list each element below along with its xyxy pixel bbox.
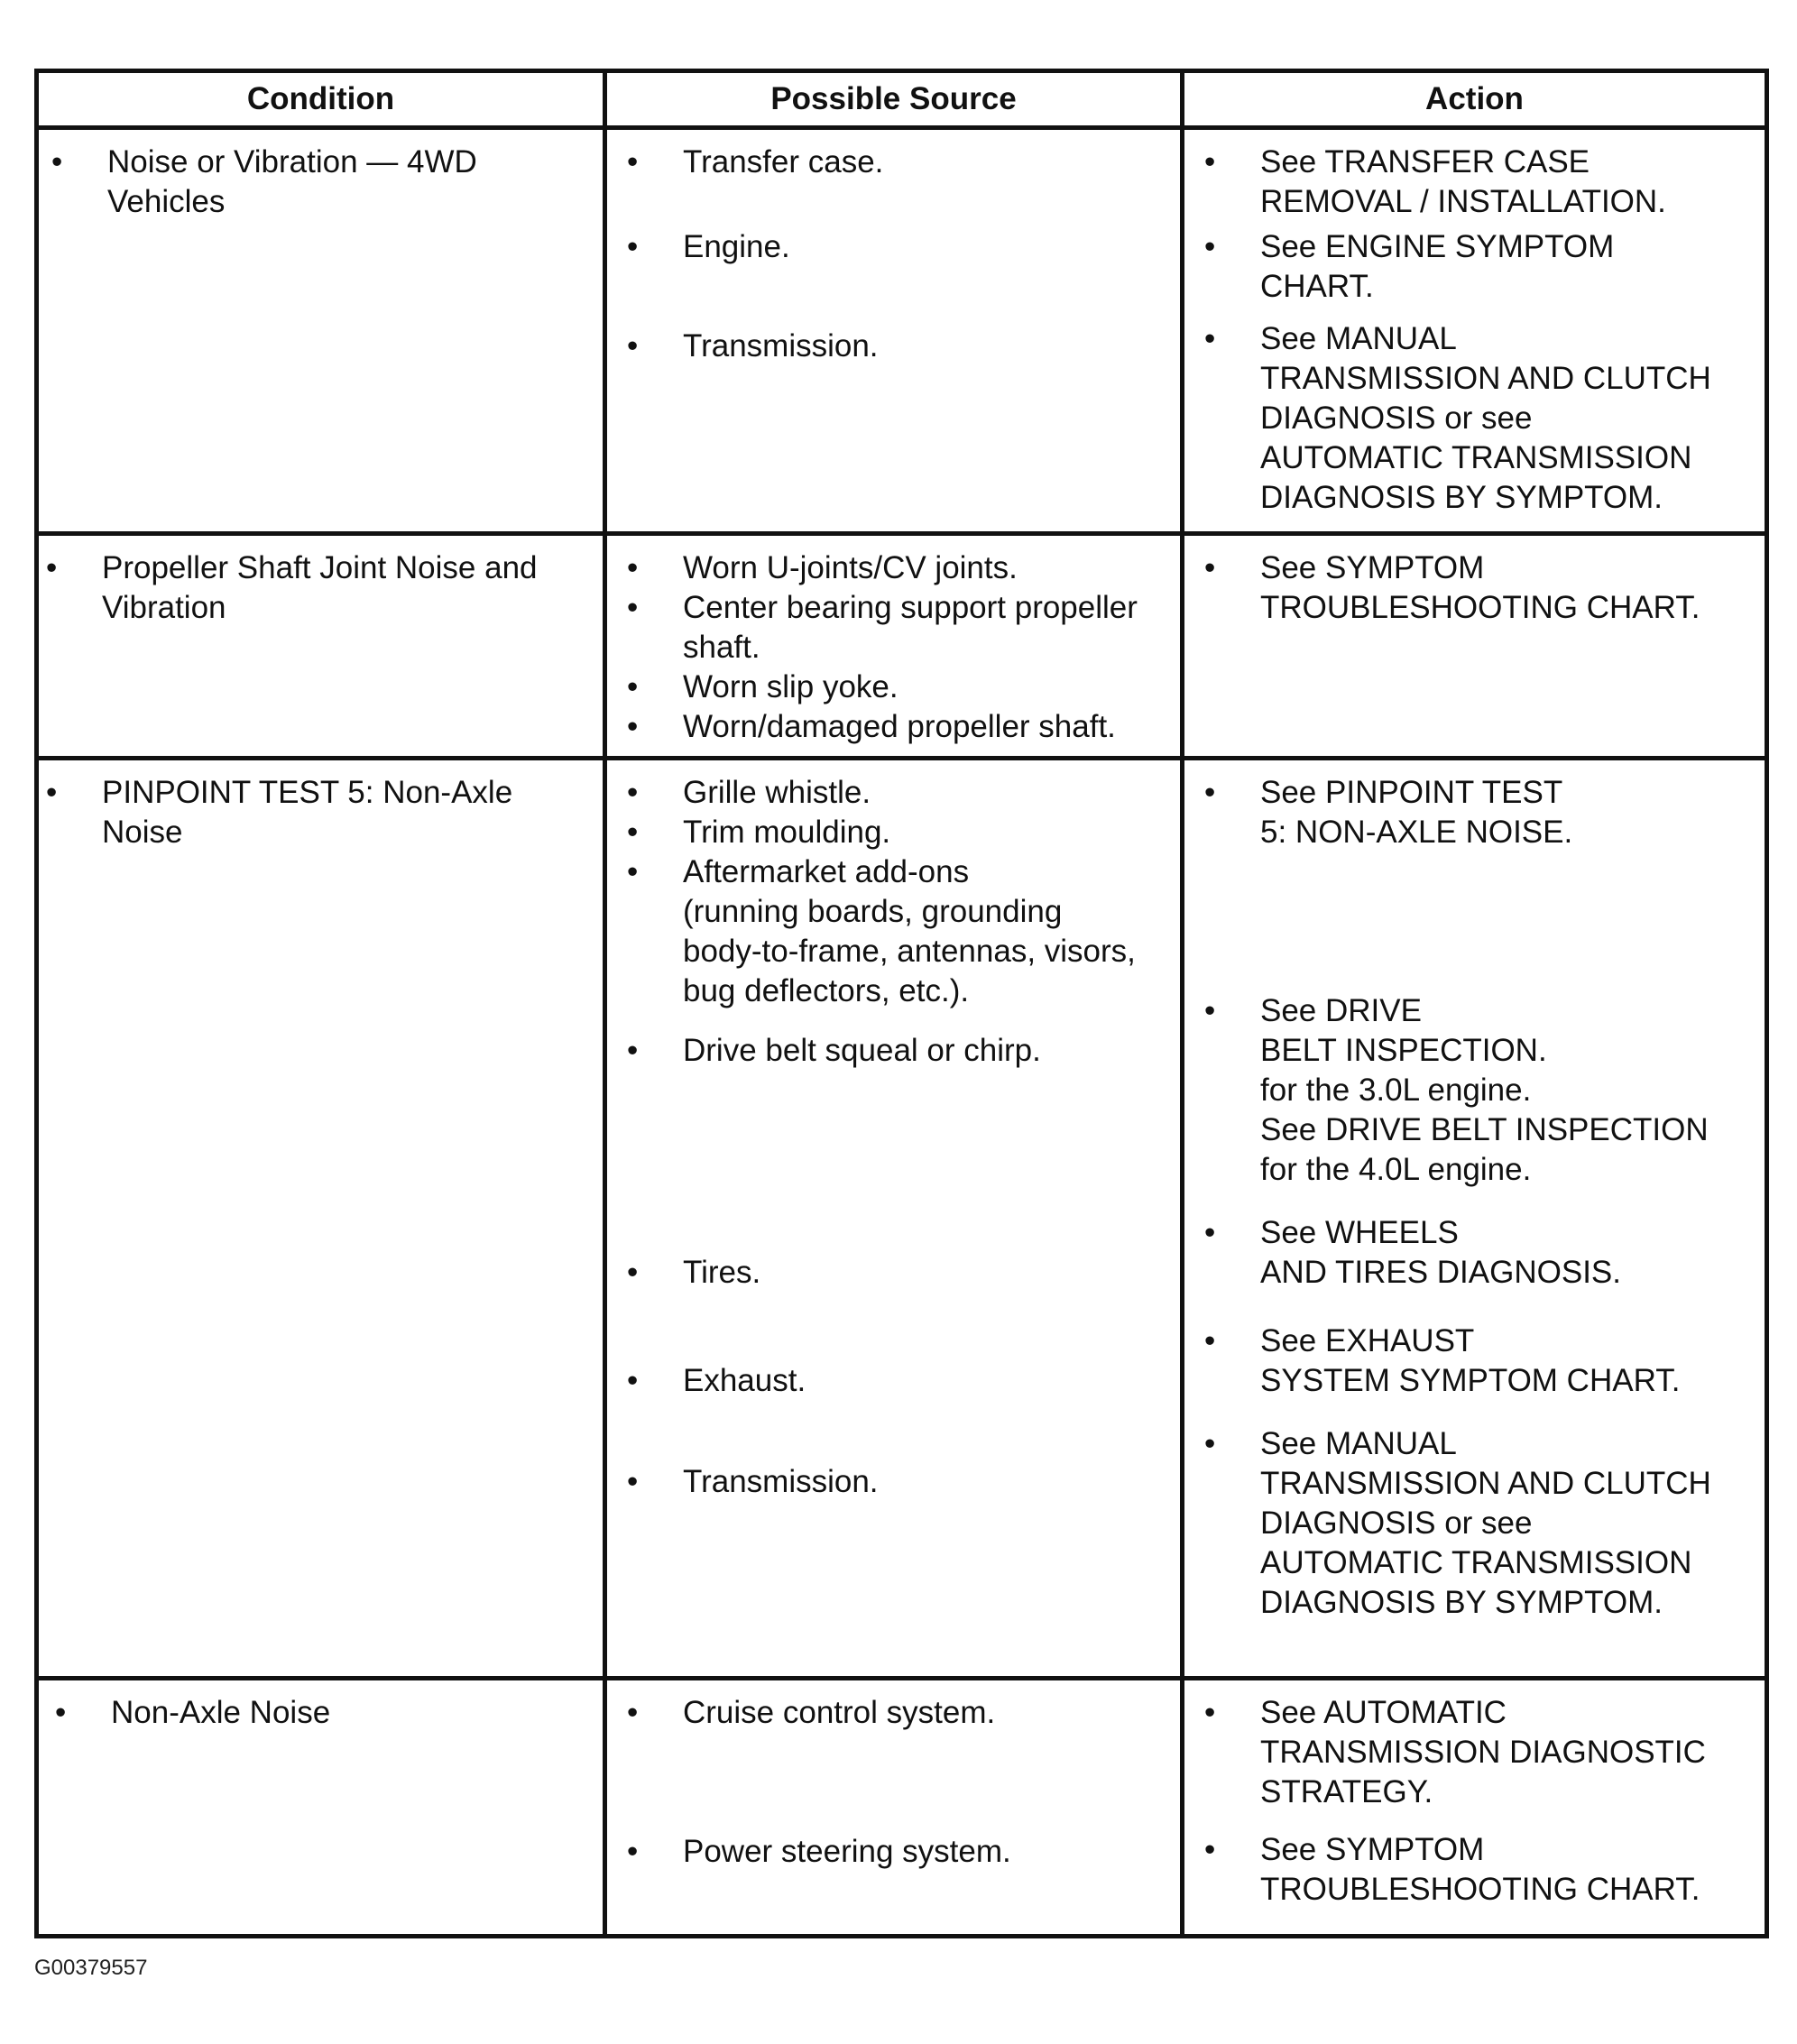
source-cell: [605, 1679, 1183, 1937]
bullet: •: [46, 775, 58, 810]
diagnosis-table: [34, 69, 1769, 1938]
condition-text: PINPOINT TEST 5: Non-Axle Noise: [102, 775, 513, 850]
source-text: Tires.: [683, 1255, 761, 1290]
bullet: •: [627, 144, 639, 180]
table-row: [37, 534, 1767, 759]
action-text: See AUTOMATIC TRANSMISSION DIAGNOSTIC STRATEGY.: [1260, 1695, 1706, 1809]
source-text: Worn U-joints/CV joints.: [683, 550, 1018, 585]
action-item: [1197, 1213, 1752, 1293]
bullet: •: [627, 1255, 639, 1290]
bullet: •: [627, 1033, 639, 1068]
source-text: Transmission.: [683, 328, 879, 364]
table-row: [37, 1679, 1767, 1937]
bullet: •: [627, 229, 639, 264]
bullet: •: [1204, 144, 1216, 180]
action-text: See ENGINE SYMPTOM CHART.: [1260, 229, 1615, 304]
bullet: •: [627, 1695, 639, 1730]
source-item: [620, 773, 1167, 813]
source-text: Exhaust.: [683, 1363, 806, 1398]
table-row: [37, 128, 1767, 534]
source-text: Drive belt squeal or chirp.: [683, 1033, 1041, 1068]
bullet: •: [1204, 1323, 1216, 1358]
condition-cell: [37, 128, 605, 534]
action-cell: [1183, 1679, 1767, 1937]
action-text: for the 4.0L engine.: [1260, 1152, 1532, 1187]
action-text: See WHEELS AND TIRES DIAGNOSIS.: [1260, 1215, 1621, 1290]
source-text: Worn/damaged propeller shaft.: [683, 709, 1116, 744]
action-item: [1197, 319, 1752, 518]
bullet: •: [627, 550, 639, 585]
action-text: See DRIVE BELT INSPECTION: [1260, 1112, 1709, 1147]
source-text: Transfer case.: [683, 144, 884, 180]
action-cell: [1183, 534, 1767, 759]
source-text: Cruise control system.: [683, 1695, 996, 1730]
bullet: •: [1204, 1426, 1216, 1461]
figure-id: G00379557: [34, 1956, 148, 1980]
source-cell: [605, 759, 1183, 1679]
action-text: See PINPOINT TEST 5: NON-AXLE NOISE.: [1260, 775, 1573, 850]
action-text: See SYMPTOM TROUBLESHOOTING CHART.: [1260, 1832, 1700, 1907]
bullet: •: [1204, 229, 1216, 264]
header-row: [37, 71, 1767, 128]
source-text: Worn slip yoke.: [683, 669, 898, 704]
bullet: •: [1204, 550, 1216, 585]
action-item: [1197, 1321, 1752, 1401]
source-item: [620, 1361, 1167, 1401]
action-text: for the 3.0L engine.: [1260, 1073, 1532, 1108]
action-text: See SYMPTOM TROUBLESHOOTING CHART.: [1260, 550, 1700, 625]
action-item: [1197, 548, 1752, 628]
source-item: [620, 588, 1167, 668]
action-item: [1197, 227, 1752, 307]
header-possible-source: Possible Source: [605, 71, 1183, 128]
header-action: Action: [1183, 71, 1767, 128]
bullet: •: [627, 1363, 639, 1398]
bullet: •: [1204, 1215, 1216, 1250]
action-continuation: [1197, 1110, 1752, 1150]
source-item: [620, 1253, 1167, 1293]
action-item: [1197, 773, 1752, 852]
action-cell: [1183, 128, 1767, 534]
bullet: •: [627, 590, 639, 625]
source-text: Engine.: [683, 229, 790, 264]
table-row: [37, 759, 1767, 1679]
action-text: See TRANSFER CASE REMOVAL / INSTALLATION.: [1260, 144, 1666, 219]
condition-cell: [37, 1679, 605, 1937]
action-cell: [1183, 759, 1767, 1679]
action-item: [1197, 1693, 1752, 1812]
bullet: •: [627, 775, 639, 810]
source-item: [620, 1031, 1167, 1071]
source-item: [620, 852, 1167, 1011]
bullet: •: [1204, 321, 1216, 356]
source-item: [620, 327, 1167, 366]
source-text: Transmission.: [683, 1464, 879, 1499]
source-item: [620, 813, 1167, 852]
action-continuation: [1197, 1071, 1752, 1110]
condition-item: [44, 143, 590, 222]
bullet: •: [1204, 1695, 1216, 1730]
condition-text: Non-Axle Noise: [111, 1695, 331, 1730]
source-text: Power steering system.: [683, 1834, 1011, 1869]
bullet: •: [1204, 1832, 1216, 1867]
bullet: •: [1204, 993, 1216, 1028]
source-text: Trim moulding.: [683, 815, 891, 850]
action-item: [1197, 1830, 1752, 1910]
source-item: [620, 1693, 1167, 1733]
source-item: [620, 1832, 1167, 1872]
source-item: [620, 227, 1167, 267]
action-text: See MANUAL TRANSMISSION AND CLUTCH DIAGNOSIS or see AUTOMATIC TRANSMISSION DIAGNOSIS BY SYMPTOM.: [1260, 1426, 1711, 1620]
action-item: [1197, 1424, 1752, 1623]
action-continuation: [1197, 1150, 1752, 1190]
condition-cell: [37, 759, 605, 1679]
action-item: [1197, 143, 1752, 222]
source-text: Aftermarket add-ons (running boards, grounding body-to-frame, antennas, visors, bug deflectors, etc.).: [683, 854, 1136, 1008]
source-text: Grille whistle.: [683, 775, 871, 810]
action-text: See EXHAUST SYSTEM SYMPTOM CHART.: [1260, 1323, 1681, 1398]
condition-cell: [37, 534, 605, 759]
bullet: •: [627, 669, 639, 704]
condition-item: [48, 1693, 590, 1733]
bullet: •: [627, 328, 639, 364]
condition-text: Propeller Shaft Joint Noise and Vibration: [102, 550, 538, 625]
source-item: [620, 548, 1167, 588]
bullet: •: [51, 144, 63, 180]
bullet: •: [55, 1695, 67, 1730]
condition-item: [39, 548, 590, 628]
source-item: [620, 707, 1167, 747]
source-item: [620, 668, 1167, 707]
bullet: •: [627, 815, 639, 850]
action-text: See MANUAL TRANSMISSION AND CLUTCH DIAGNOSIS or see AUTOMATIC TRANSMISSION DIAGNOSIS BY SYMPTOM.: [1260, 321, 1711, 515]
bullet: •: [627, 1464, 639, 1499]
header-condition: Condition: [37, 71, 605, 128]
bullet: •: [627, 1834, 639, 1869]
condition-text: Noise or Vibration — 4WD Vehicles: [107, 144, 477, 219]
condition-item: [39, 773, 590, 852]
source-cell: [605, 534, 1183, 759]
bullet: •: [627, 709, 639, 744]
source-cell: [605, 128, 1183, 534]
source-item: [620, 1462, 1167, 1502]
action-text: See DRIVE BELT INSPECTION.: [1260, 993, 1547, 1068]
source-text: Center bearing support propeller shaft.: [683, 590, 1138, 665]
source-item: [620, 143, 1167, 182]
bullet: •: [1204, 775, 1216, 810]
bullet: •: [627, 854, 639, 889]
bullet: •: [46, 550, 58, 585]
action-item: [1197, 991, 1752, 1071]
